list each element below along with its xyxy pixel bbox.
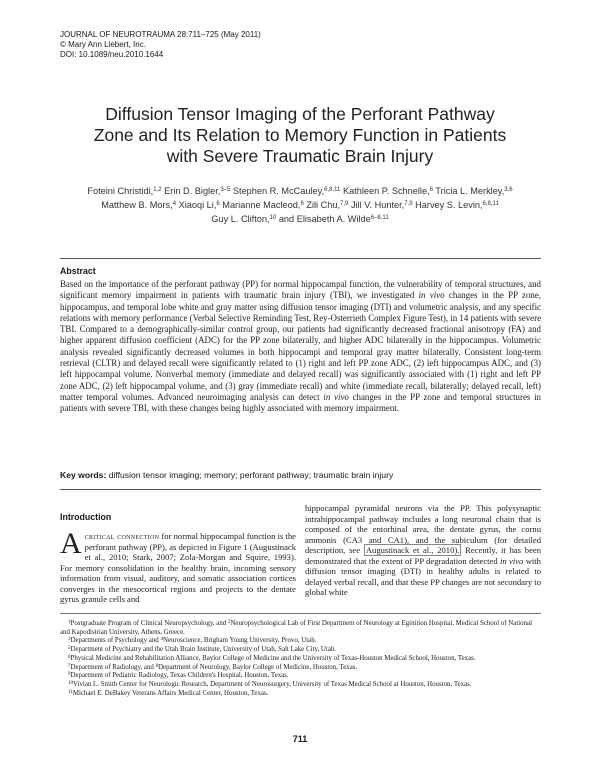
keywords	[60, 470, 541, 481]
abstract-part-3: changes in the PP zone and temporal structures in patients with severe TBI, with these changes being highly associated with memory impairment.	[60, 391, 541, 414]
author-affiliation-mark: 1,2	[153, 187, 162, 193]
title-line-1: Diffusion Tensor Imaging of the Perforant Pathway	[105, 104, 495, 124]
intro-right-text-1: hippocampal pyramidal neurons via the PP. This polysynaptic intrahippocampal pathway includes a long neuronal chain that is composed of the entorhinal area, the dentate gyrus, the cornu ammonis (CA3 and CA1), and the subiculum (for detailed description, see	[305, 503, 541, 555]
author-affiliation-mark: 7,9	[340, 201, 349, 207]
author-affiliation-mark: 6,8,11	[482, 201, 499, 207]
footnote	[60, 690, 541, 699]
footnote	[60, 646, 541, 655]
footnote-text: Vivian L. Smith Center for Neurologic Research, Department of Neurosurgery, University of Texas Medical School at Houston, Houston, Texas.	[73, 680, 472, 688]
footnote-number: 11	[68, 689, 73, 695]
author-name: Zili Chu,	[306, 200, 341, 210]
footnote-text: Postgraduate Program of Clinical Neuropsychology, and	[70, 620, 228, 627]
journal-citation: JOURNAL OF NEUROTRAUMA 28:711–725 (May 2011)	[60, 30, 261, 39]
abstract-part-2: changes in the PP zone, hippocampus, and temporal lobe white and gray matter using diffusion tensor imaging (DTI) and volumetric analysis, and any specific relations with memory performance (Verbal Selective Reminding Test, Rey-Osterrieth Complex Figure Test), in 14 patients with severe TBI. Compared to a demographically-similar control group, our patients had significantly decreased fractional anisotropy (FA) and higher apparent diffusion coefficient (ADC) for the PP zone bilaterally, and higher ADC bilaterally in the hippocampus. Volumetric analysis revealed significantly decreased volumes in both hippocampi and temporal gray matter bilaterally. Consistent long-term retrieval (CLTR) and delayed recall were significantly related to (1) right and left PP zone ADC, (2) left hippocampus ADC, and (3) left hippocampal volume. Nonverbal memory (immediate and delayed recall) was significantly associated with (1) right and left PP zone ADC, (2) left hippocampal volume, and (3) gray (immediate recall) and white (immediate recall, bilaterally; delayed recall, left) matter temporal volumes. Advanced neuroimaging analysis can detect	[60, 290, 542, 402]
author-affiliation-mark: 6,8,11	[324, 187, 341, 193]
abstract-part-1: Based on the importance of the perforant pathway (PP) for normal hippocampal function, the vulnerability of temporal structures, and significant memory impairment in patients with traumatic brain injury (TBI), we investigated	[60, 279, 541, 301]
author-name: Marianne Macleod,	[222, 200, 301, 210]
footnote-text: Michael E. DeBakey Veterans Affairs Medical Center, Houston, Texas.	[72, 689, 269, 697]
author-name: Tricia L. Merkley,	[435, 186, 505, 196]
author-name: Kathleen P. Schnelle,	[342, 186, 430, 196]
footnote-text: Department of Neurology, Baylor College of Medicine, Houston, Texas.	[158, 663, 358, 671]
footnote-number: 7	[68, 663, 71, 669]
journal-header	[60, 30, 261, 60]
footnote-text: Neuroscience, Brigham Young University, Provo, Utah.	[162, 637, 317, 645]
abstract-heading: Abstract	[60, 266, 96, 276]
footnote-text: Department of Pediatric Radiology, Texas Children's Hospital, Houston, Texas.	[70, 672, 289, 680]
footnote-text: Department of Psychiatry and the Utah Brain Institute, University of Utah, Salt Lake City, Utah.	[70, 646, 337, 654]
author-affiliation-mark: 6–8,11	[370, 215, 389, 221]
keywords-bottom-rule	[60, 489, 541, 490]
footnote-text: Departments of Psychology and	[70, 637, 161, 645]
author-name: Stephen R. McCauley,	[232, 186, 325, 196]
footnote-number: 4	[160, 637, 163, 643]
footnote-number: 8	[155, 663, 159, 669]
abstract-top-rule	[60, 258, 541, 259]
intro-right-text-3: with diffusion tensor imaging (DTI) in healthy adults is related to delayed verbal recall, and that these PP changes are not secondary to global white	[305, 555, 541, 597]
author-name: Xiaoqi Li,	[178, 200, 217, 210]
doi-line: DOI: 10.1089/neu.2010.1644	[60, 50, 164, 59]
footnote-number: 1	[68, 620, 71, 625]
author-affiliation-mark: 6	[429, 187, 433, 193]
footnote	[60, 672, 541, 681]
page-number: 711	[292, 734, 308, 744]
introduction-heading: Introduction	[60, 512, 112, 522]
intro-left-column	[60, 527, 296, 605]
footnote	[60, 655, 541, 664]
intro-smallcaps: critical connection	[84, 531, 160, 541]
author-name: Guy L. Clifton,	[211, 214, 270, 224]
author-name: Erin D. Bigler,	[164, 186, 221, 196]
author-affiliation-mark: 10	[269, 215, 277, 221]
footnote-rule	[60, 613, 541, 614]
author-affiliation-mark: 4	[172, 201, 177, 207]
intro-right-text-2: Recently, it has been demonstrated that the extent of PP degradation detected	[305, 545, 541, 566]
footnote	[60, 681, 541, 690]
intro-left-text: for normal hippocampal function is the perforant pathway (PP), as depicted in Figure 1 (Augustinack et al., 2010; Stark, 2007; Zola-Morgan and Squire, 1993). For memory consolidation in the healthy brain, incoming sensory information from visual, auditory, and somatic association cortices converges in the mesocortical regions and projects to the dentate gyrus granule cells and	[60, 531, 296, 604]
author-affiliation-mark: 3–5	[220, 187, 231, 193]
author-affiliation-mark: 3,6	[504, 187, 513, 193]
footnote-number: 5	[68, 646, 71, 652]
intro-right-column	[305, 503, 541, 598]
copyright-line: © Mary Ann Liebert, Inc.	[60, 40, 146, 49]
footnote-number: 10	[68, 680, 73, 686]
keywords-label: Key words:	[60, 470, 107, 480]
author-affiliation-mark: 6	[216, 201, 220, 207]
abstract-italic-1: in vivo	[418, 290, 445, 301]
intro-right-italic: in vivo	[500, 555, 524, 566]
abstract-italic-2: in vivo	[323, 391, 349, 402]
author-name: Foteini Christidi,	[87, 186, 154, 196]
title-line-2: Zone and Its Relation to Memory Function in Patients	[93, 125, 507, 145]
author-name: Matthew B. Mors,	[101, 200, 173, 210]
affiliation-footnotes	[60, 620, 541, 698]
author-name: and Elisabeth A. Wilde	[278, 214, 371, 224]
footnote-number: 2	[227, 620, 231, 625]
article-title	[60, 104, 540, 167]
footnote	[60, 620, 541, 637]
footnote-text: Department of Radiology, and	[70, 663, 156, 671]
keywords-text: diffusion tensor imaging; memory; perforant pathway; traumatic brain injury	[106, 470, 394, 480]
author-name: Harvey S. Levin,	[415, 200, 483, 210]
footnote	[60, 637, 541, 646]
footnote	[60, 664, 541, 673]
author-affiliation-mark: 6	[300, 201, 304, 207]
drop-cap: A	[60, 527, 82, 560]
abstract-text	[60, 279, 541, 415]
author-name: Jill V. Hunter,	[350, 200, 405, 210]
citation-link[interactable]: Augustinack et al., 2010).	[365, 545, 460, 555]
footnote-number: 9	[68, 672, 71, 678]
title-line-3: with Severe Traumatic Brain Injury	[166, 146, 434, 166]
footnote-text: Neuropsychological Lab of First Department of Neurology at Eginition Hospital, Medical School of National and Kapodistrian University, Athens, Greece.	[60, 620, 533, 636]
author-affiliation-mark: 7,9	[404, 201, 413, 207]
footnote-number: 6	[68, 654, 71, 660]
footnote-text: Physical Medicine and Rehabilitation Alliance, Baylor College of Medicine and the University of Texas-Houston Medical School, Houston, Texas.	[70, 654, 476, 662]
author-list	[60, 184, 540, 226]
footnote-number: 3	[68, 637, 71, 643]
